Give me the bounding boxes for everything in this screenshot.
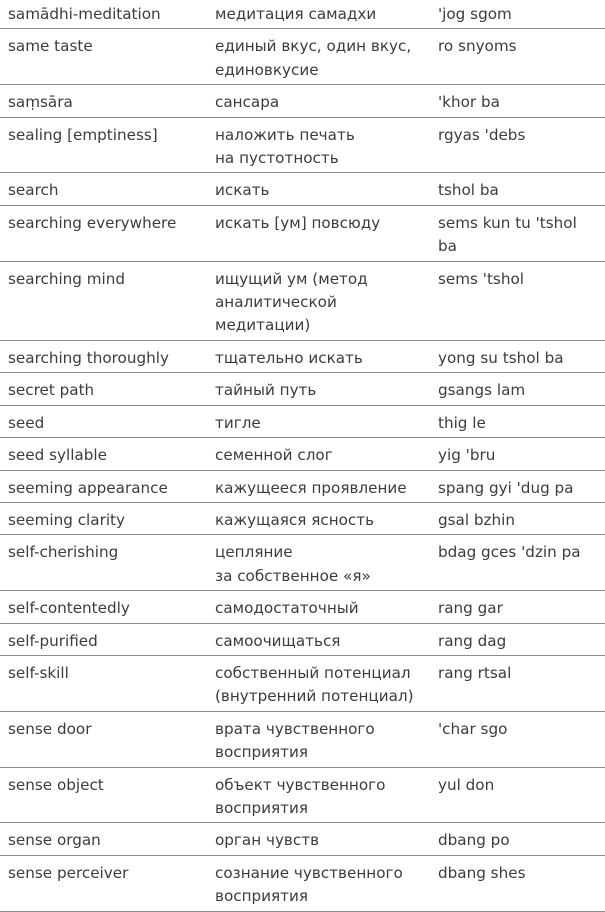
glossary-row	[0, 623, 605, 655]
glossary-row	[0, 823, 605, 855]
glossary-row	[0, 767, 605, 823]
english-term: sealing [emptiness]	[0, 117, 215, 173]
glossary-row	[0, 438, 605, 470]
russian-translation: медитация самадхи	[215, 0, 438, 29]
russian-translation: тигле	[215, 405, 438, 437]
tibetan-term: 'jog sgom	[438, 0, 605, 29]
russian-translation: сознание чувственного восприятия	[215, 855, 438, 911]
glossary-row	[0, 711, 605, 767]
tibetan-term: yong su tshol ba	[438, 340, 605, 372]
glossary-row	[0, 173, 605, 205]
english-term: sense organ	[0, 823, 215, 855]
tibetan-term: ro snyoms	[438, 29, 605, 85]
tibetan-term: yul don	[438, 767, 605, 823]
glossary-row	[0, 855, 605, 911]
russian-translation: орган чувств	[215, 823, 438, 855]
glossary-row	[0, 117, 605, 173]
english-term: sense object	[0, 767, 215, 823]
russian-translation: единый вкус, один вкус, единовкусие	[215, 29, 438, 85]
english-term: searching thoroughly	[0, 340, 215, 372]
russian-translation: цепляние за собственное «я»	[215, 535, 438, 591]
tibetan-term: rang dag	[438, 623, 605, 655]
russian-translation: объект чувственного восприятия	[215, 767, 438, 823]
glossary-row	[0, 261, 605, 340]
glossary-row	[0, 405, 605, 437]
russian-translation: самодостаточный	[215, 591, 438, 623]
glossary-row	[0, 205, 605, 261]
english-term: seeming clarity	[0, 502, 215, 534]
tibetan-term: dbang po	[438, 823, 605, 855]
tibetan-term: gsal bzhin	[438, 502, 605, 534]
english-term: sense perceiver	[0, 855, 215, 911]
glossary-row	[0, 340, 605, 372]
tibetan-term: sems kun tu 'tshol ba	[438, 205, 605, 261]
glossary-row	[0, 470, 605, 502]
glossary-row	[0, 655, 605, 711]
glossary-row	[0, 29, 605, 85]
english-term: seed syllable	[0, 438, 215, 470]
russian-translation: тщательно искать	[215, 340, 438, 372]
tibetan-term: spang gyi 'dug pa	[438, 470, 605, 502]
tibetan-term: 'char sgo	[438, 711, 605, 767]
glossary-row	[0, 591, 605, 623]
english-term: samādhi-meditation	[0, 0, 215, 29]
russian-translation: тайный путь	[215, 373, 438, 405]
tibetan-term: yig 'bru	[438, 438, 605, 470]
english-term: seed	[0, 405, 215, 437]
russian-translation: собственный потенциал (внутренний потенциал)	[215, 655, 438, 711]
russian-translation: семенной слог	[215, 438, 438, 470]
english-term: saṃsāra	[0, 85, 215, 117]
tibetan-term: bdag gces 'dzin pa	[438, 535, 605, 591]
russian-translation: врата чувственного восприятия	[215, 711, 438, 767]
russian-translation: ищущий ум (метод аналитической медитации)	[215, 261, 438, 340]
english-term: self-skill	[0, 655, 215, 711]
english-term: self-cherishing	[0, 535, 215, 591]
tibetan-term: sems 'tshol	[438, 261, 605, 340]
russian-translation: кажущаяся ясность	[215, 502, 438, 534]
english-term: same taste	[0, 29, 215, 85]
glossary-row	[0, 0, 605, 29]
english-term: search	[0, 173, 215, 205]
glossary-row	[0, 373, 605, 405]
russian-translation: наложить печать на пустотность	[215, 117, 438, 173]
tibetan-term: thig le	[438, 405, 605, 437]
tibetan-term: gsangs lam	[438, 373, 605, 405]
tibetan-term: rang rtsal	[438, 655, 605, 711]
russian-translation: искать	[215, 173, 438, 205]
english-term: searching everywhere	[0, 205, 215, 261]
english-term: sense door	[0, 711, 215, 767]
tibetan-term: rgyas 'debs	[438, 117, 605, 173]
english-term: searching mind	[0, 261, 215, 340]
glossary-row	[0, 85, 605, 117]
english-term: seeming appearance	[0, 470, 215, 502]
tibetan-term: rang gar	[438, 591, 605, 623]
glossary-row	[0, 502, 605, 534]
russian-translation: сансара	[215, 85, 438, 117]
glossary-row	[0, 535, 605, 591]
russian-translation: самоочищаться	[215, 623, 438, 655]
tibetan-term: dbang shes	[438, 855, 605, 911]
english-term: self-contentedly	[0, 591, 215, 623]
english-term: secret path	[0, 373, 215, 405]
tibetan-term: tshol ba	[438, 173, 605, 205]
tibetan-term: 'khor ba	[438, 85, 605, 117]
russian-translation: кажущееся проявление	[215, 470, 438, 502]
english-term: self-purified	[0, 623, 215, 655]
russian-translation: искать [ум] повсюду	[215, 205, 438, 261]
